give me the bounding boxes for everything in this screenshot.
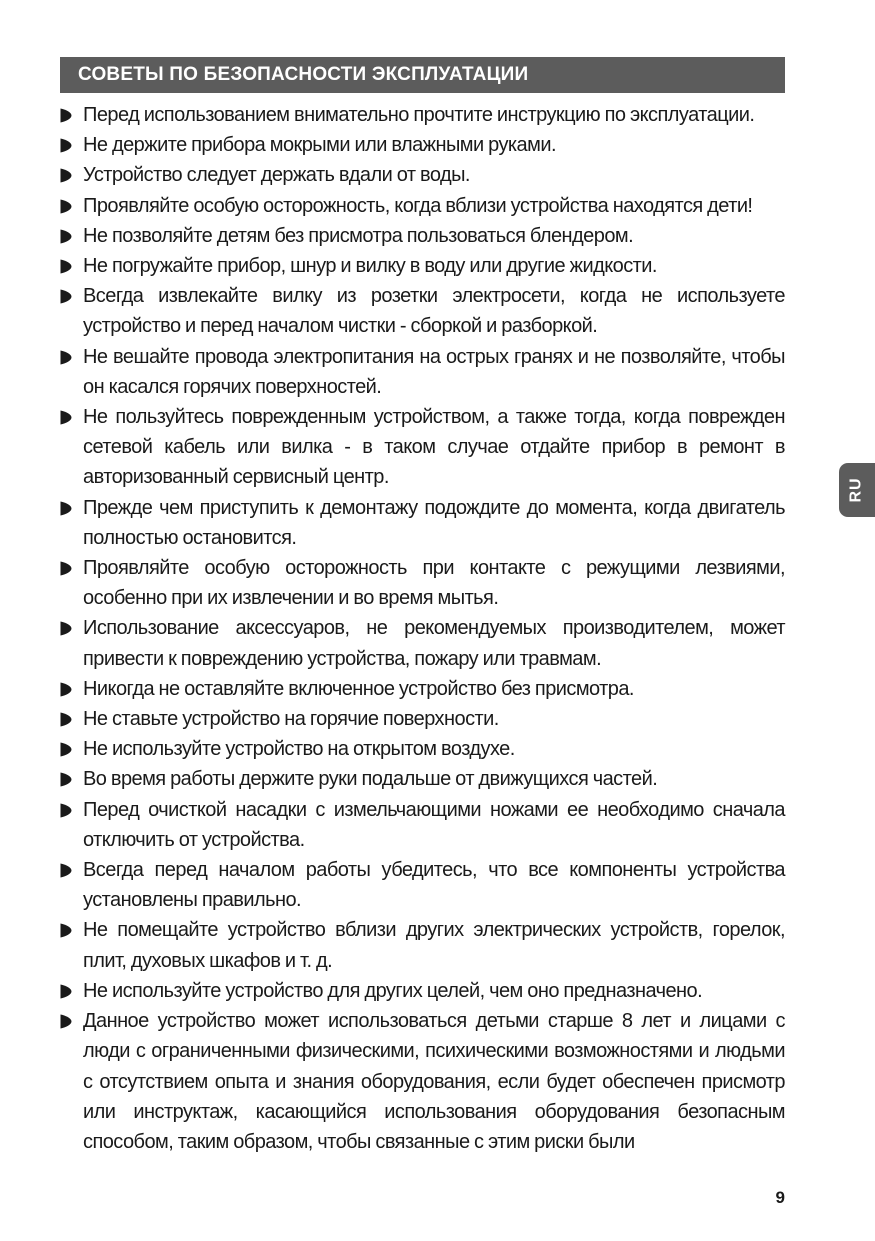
list-item-text: Всегда извлекайте вилку из розетки электросети, когда не используете устройство и перед началом чистки - сборкой и разборкой. xyxy=(83,285,785,338)
list-item xyxy=(60,734,785,764)
list-item xyxy=(60,191,785,221)
list-item-text: Перед использованием внимательно прочтите инструкцию по эксплуатации. xyxy=(83,104,755,126)
list-item xyxy=(60,855,785,915)
section-title: СОВЕТЫ ПО БЕЗОПАСНОСТИ ЭКСПЛУАТАЦИИ xyxy=(78,64,529,85)
list-item xyxy=(60,493,785,553)
list-item-text: Использование аксессуаров, не рекомендуемых производителем, может привести к повреждению устройства, пожару или травмам. xyxy=(83,617,785,670)
list-item-text: Не погружайте прибор, шнур и вилку в воду или другие жидкости. xyxy=(83,255,657,278)
arrow-right-bullet-icon xyxy=(60,168,72,183)
list-item-text: Не используйте устройство для других целей, чем оно предназначено. xyxy=(83,979,703,1002)
arrow-right-bullet-icon xyxy=(60,772,72,787)
arrow-right-bullet-icon xyxy=(60,259,72,274)
arrow-right-bullet-icon xyxy=(60,199,72,214)
list-item-text: Проявляйте особую осторожность, когда вблизи устройства находятся дети! xyxy=(83,194,753,217)
arrow-right-bullet-icon xyxy=(60,621,72,636)
arrow-right-bullet-icon xyxy=(60,410,72,425)
page-number: 9 xyxy=(775,1188,785,1207)
list-item xyxy=(60,976,785,1006)
list-item xyxy=(60,613,785,673)
arrow-right-bullet-icon xyxy=(60,923,72,938)
list-item xyxy=(60,402,785,493)
arrow-right-bullet-icon xyxy=(60,501,72,516)
list-item-text: Не ставьте устройство на горячие поверхности. xyxy=(83,708,499,731)
arrow-right-bullet-icon xyxy=(60,863,72,878)
arrow-right-bullet-icon xyxy=(60,108,72,123)
list-item xyxy=(60,764,785,794)
arrow-right-bullet-icon xyxy=(60,984,72,999)
list-item xyxy=(60,342,785,402)
arrow-right-bullet-icon xyxy=(60,742,72,757)
list-item xyxy=(60,1006,785,1157)
section-header xyxy=(60,57,785,93)
list-item xyxy=(60,130,785,160)
arrow-right-bullet-icon xyxy=(60,138,72,153)
language-tab-label: RU xyxy=(847,477,865,503)
arrow-right-bullet-icon xyxy=(60,350,72,365)
list-item-text: Всегда перед началом работы убедитесь, что все компоненты устройства установлены правильно. xyxy=(83,859,785,912)
list-item-text: Не пользуйтесь поврежденным устройством, а также тогда, когда поврежден сетевой кабель или вилка - в таком случае отдайте прибор в ремонт в авторизованный сервисный центр. xyxy=(83,406,785,489)
list-item-text: Данное устройство может использоваться детьми старше 8 лет и лицами с люди с ограниченными физическими, психическими возможностями и людьми с отсутствием опыта и знания оборудования, если будет обеспечен присмотр или инструктаж, касающийся использования оборудования безопасным способом, таким образом, чтобы связанные с этим риски были xyxy=(83,1010,785,1153)
arrow-right-bullet-icon xyxy=(60,229,72,244)
list-item-text: Не вешайте провода электропитания на острых гранях и не позволяйте, чтобы он касался горячих поверхностей. xyxy=(83,345,785,398)
list-item-text: Во время работы держите руки подальше от движущихся частей. xyxy=(83,768,658,791)
list-item-text: Не держите прибора мокрыми или влажными руками. xyxy=(83,134,556,157)
list-item-text: Устройство следует держать вдали от воды. xyxy=(83,164,470,187)
list-item xyxy=(60,160,785,190)
list-item-text: Не позволяйте детям без присмотра пользоваться блендером. xyxy=(83,224,634,247)
list-item-text: Перед очисткой насадки с измельчающими ножами ее необходимо сначала отключить от устройства. xyxy=(83,798,785,851)
list-item xyxy=(60,221,785,251)
language-tab xyxy=(839,463,875,517)
list-item-text: Не используйте устройство на открытом воздухе. xyxy=(83,738,515,761)
arrow-right-bullet-icon xyxy=(60,803,72,818)
list-item xyxy=(60,553,785,613)
list-item xyxy=(60,915,785,975)
arrow-right-bullet-icon xyxy=(60,561,72,576)
list-item-text: Не помещайте устройство вблизи других электрических устройств, горелок, плит, духовых шкафов и т. д. xyxy=(83,919,785,972)
list-item xyxy=(60,100,785,130)
list-item-text: Проявляйте особую осторожность при контакте с режущими лезвиями, особенно при их извлечении и во время мытья. xyxy=(83,557,785,610)
list-item-text: Прежде чем приступить к демонтажу подождите до момента, когда двигатель полностью остановится. xyxy=(83,496,785,549)
safety-tips-list xyxy=(60,100,785,1157)
list-item xyxy=(60,795,785,855)
arrow-right-bullet-icon xyxy=(60,289,72,304)
list-item xyxy=(60,674,785,704)
list-item xyxy=(60,704,785,734)
list-item xyxy=(60,281,785,341)
arrow-right-bullet-icon xyxy=(60,712,72,727)
arrow-right-bullet-icon xyxy=(60,682,72,697)
list-item-text: Никогда не оставляйте включенное устройство без присмотра. xyxy=(83,677,634,700)
list-item xyxy=(60,251,785,281)
arrow-right-bullet-icon xyxy=(60,1014,72,1029)
